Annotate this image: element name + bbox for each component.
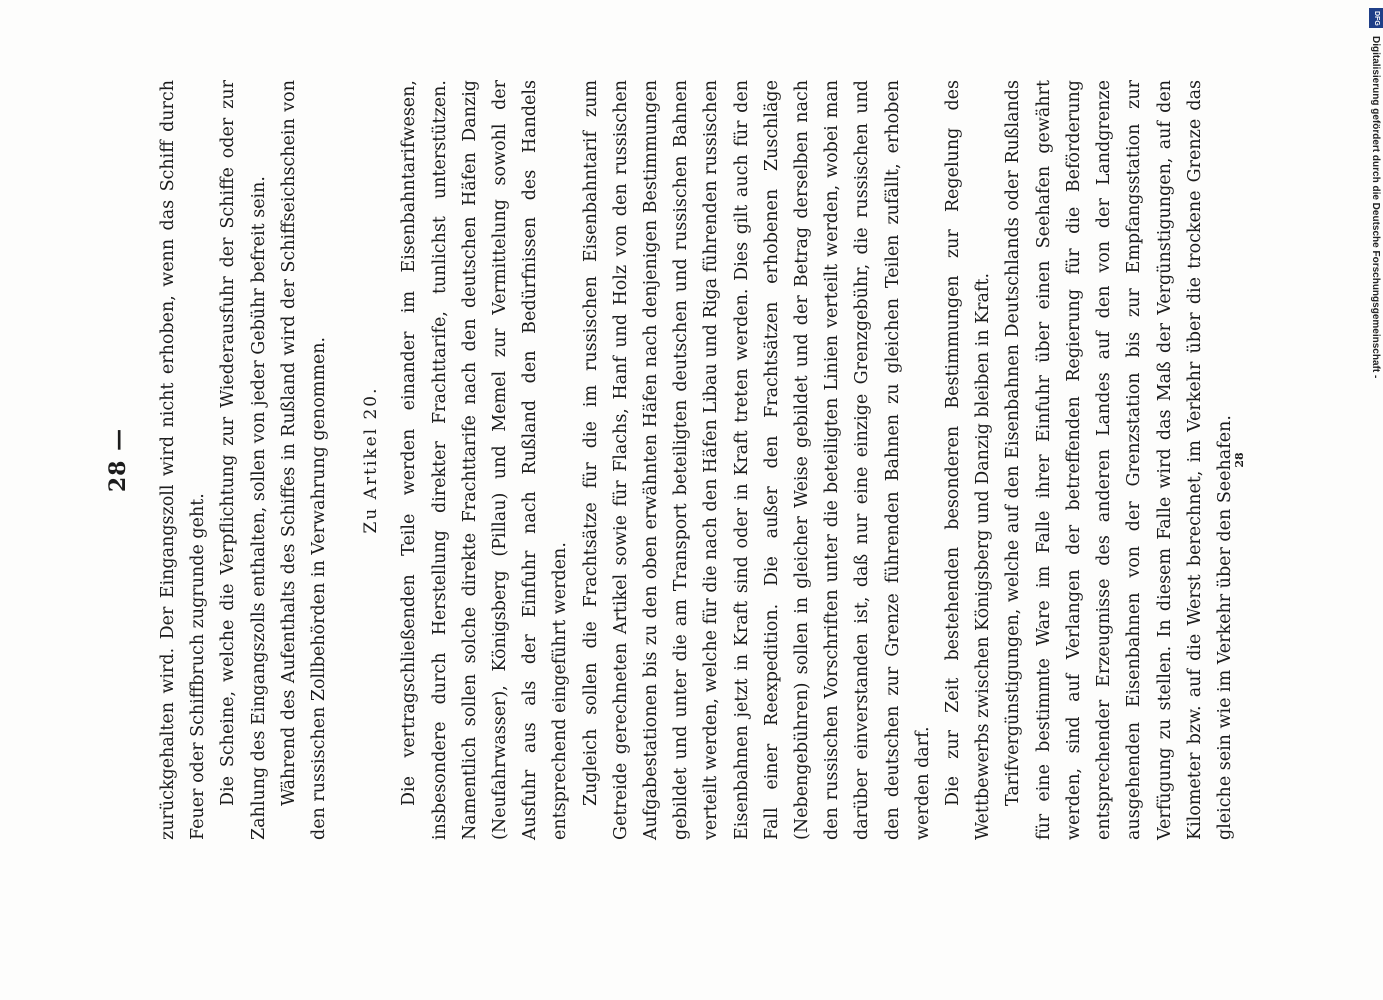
paragraph: Tarifvergünstigungen, welche auf den Eisenbahnen Deutschlands oder Rußlands für eine bestimmte Ware im Falle ihrer Einfuhr über einen Seehafen gewährt werden, sind auf Verlangen der betreffenden Regierung für die Beförderung entsprechender Erzeugnisse des anderen Landes auf den von der Landgrenze ausgehenden Eisenbahnen von der Grenzstation bis zur Empfangsstation zur Verfügung zu stellen. In diesem Falle wird das Maß der Vergünstigungen, auf den Kilometer bzw. auf die Werst berechnet, im Verkehr über die trockene Grenze das gleiche sein wie im Verkehr über den Seehafen.: [1003, 80, 1235, 840]
page-number-footer: 28: [1233, 452, 1246, 468]
page-number-header: 28 —: [105, 427, 131, 493]
paragraph: Die Scheine, welche die Verpflichtung zur Wiederausfuhr der Schiffe oder zur Zahlung des Eingangszolls enthalten, sollen von jeder Gebühr befreit sein.: [218, 80, 269, 840]
document-body: [153, 80, 1240, 840]
digitization-credit: Digitalisierung gefördert durch die Deutsche Forschungsgemeinschaft -: [1370, 36, 1381, 379]
paragraph: Zugleich sollen die Frachtsätze für die im russischen Eisenbahntarif zum Getreide gerechneten Artikel sowie für Flachs, Hanf und Holz von den russischen Aufgabestationen bis zu den oben erwähnten Häfen nach denjenigen Bestimmungen gebildet und unter die am Transport beteiligten deutschen und russischen Bahnen verteilt werden, welche für die nach den Häfen Libau und Riga führenden russischen Eisenbahnen jetzt in Kraft sind oder in Kraft treten werden. Dies gilt auch für den Fall einer Reexpedition. Die außer den Frachtsätzen erhobenen Zuschläge (Nebengebühren) sollen in gleicher Weise gebildet und der Betrag derselben nach den russischen Vorschriften unter die beteiligten Linien verteilt werden, wobei man darüber einverstanden ist, daß nur eine einzige Grenzgebühr, die russischen und den deutschen zur Grenze führenden Bahnen zu gleichen Teilen zufällt, erhoben werden darf.: [580, 80, 933, 840]
section-heading: Zu Artikel 20.: [361, 386, 382, 534]
dfg-logo-label: DFG: [1373, 11, 1380, 26]
paragraph: Die zur Zeit bestehenden besonderen Bestimmungen zur Regelung des Wettbewerbs zwischen Königsberg und Danzig bleiben in Kraft.: [943, 80, 994, 840]
document-page: [105, 80, 1246, 840]
paragraph: Während des Aufenthalts des Schiffes in Rußland wird der Schiffseichschein von den russischen Zollbehörden in Verwahrung genommen.: [278, 80, 330, 840]
paragraph: Die vertragschließenden Teile werden einander im Eisenbahntarifwesen, insbesondere durch Herstellung direkter Frachttarife, tunlichst unterstützen. Namentlich sollen solche direkte Frachttarife nach den deutschen Häfen Danzig (Neufahrwasser), Königsberg (Pillau) und Memel zur Vermittelung sowohl der Ausfuhr aus als der Einfuhr nach Rußland den Bedürfnissen des Handels entsprechend eingeführt werden.: [399, 80, 571, 840]
paragraph: zurückgehalten wird. Der Eingangszoll wird nicht erhoben, wenn das Schiff durch Feuer oder Schiffbruch zugrunde geht.: [158, 80, 209, 840]
